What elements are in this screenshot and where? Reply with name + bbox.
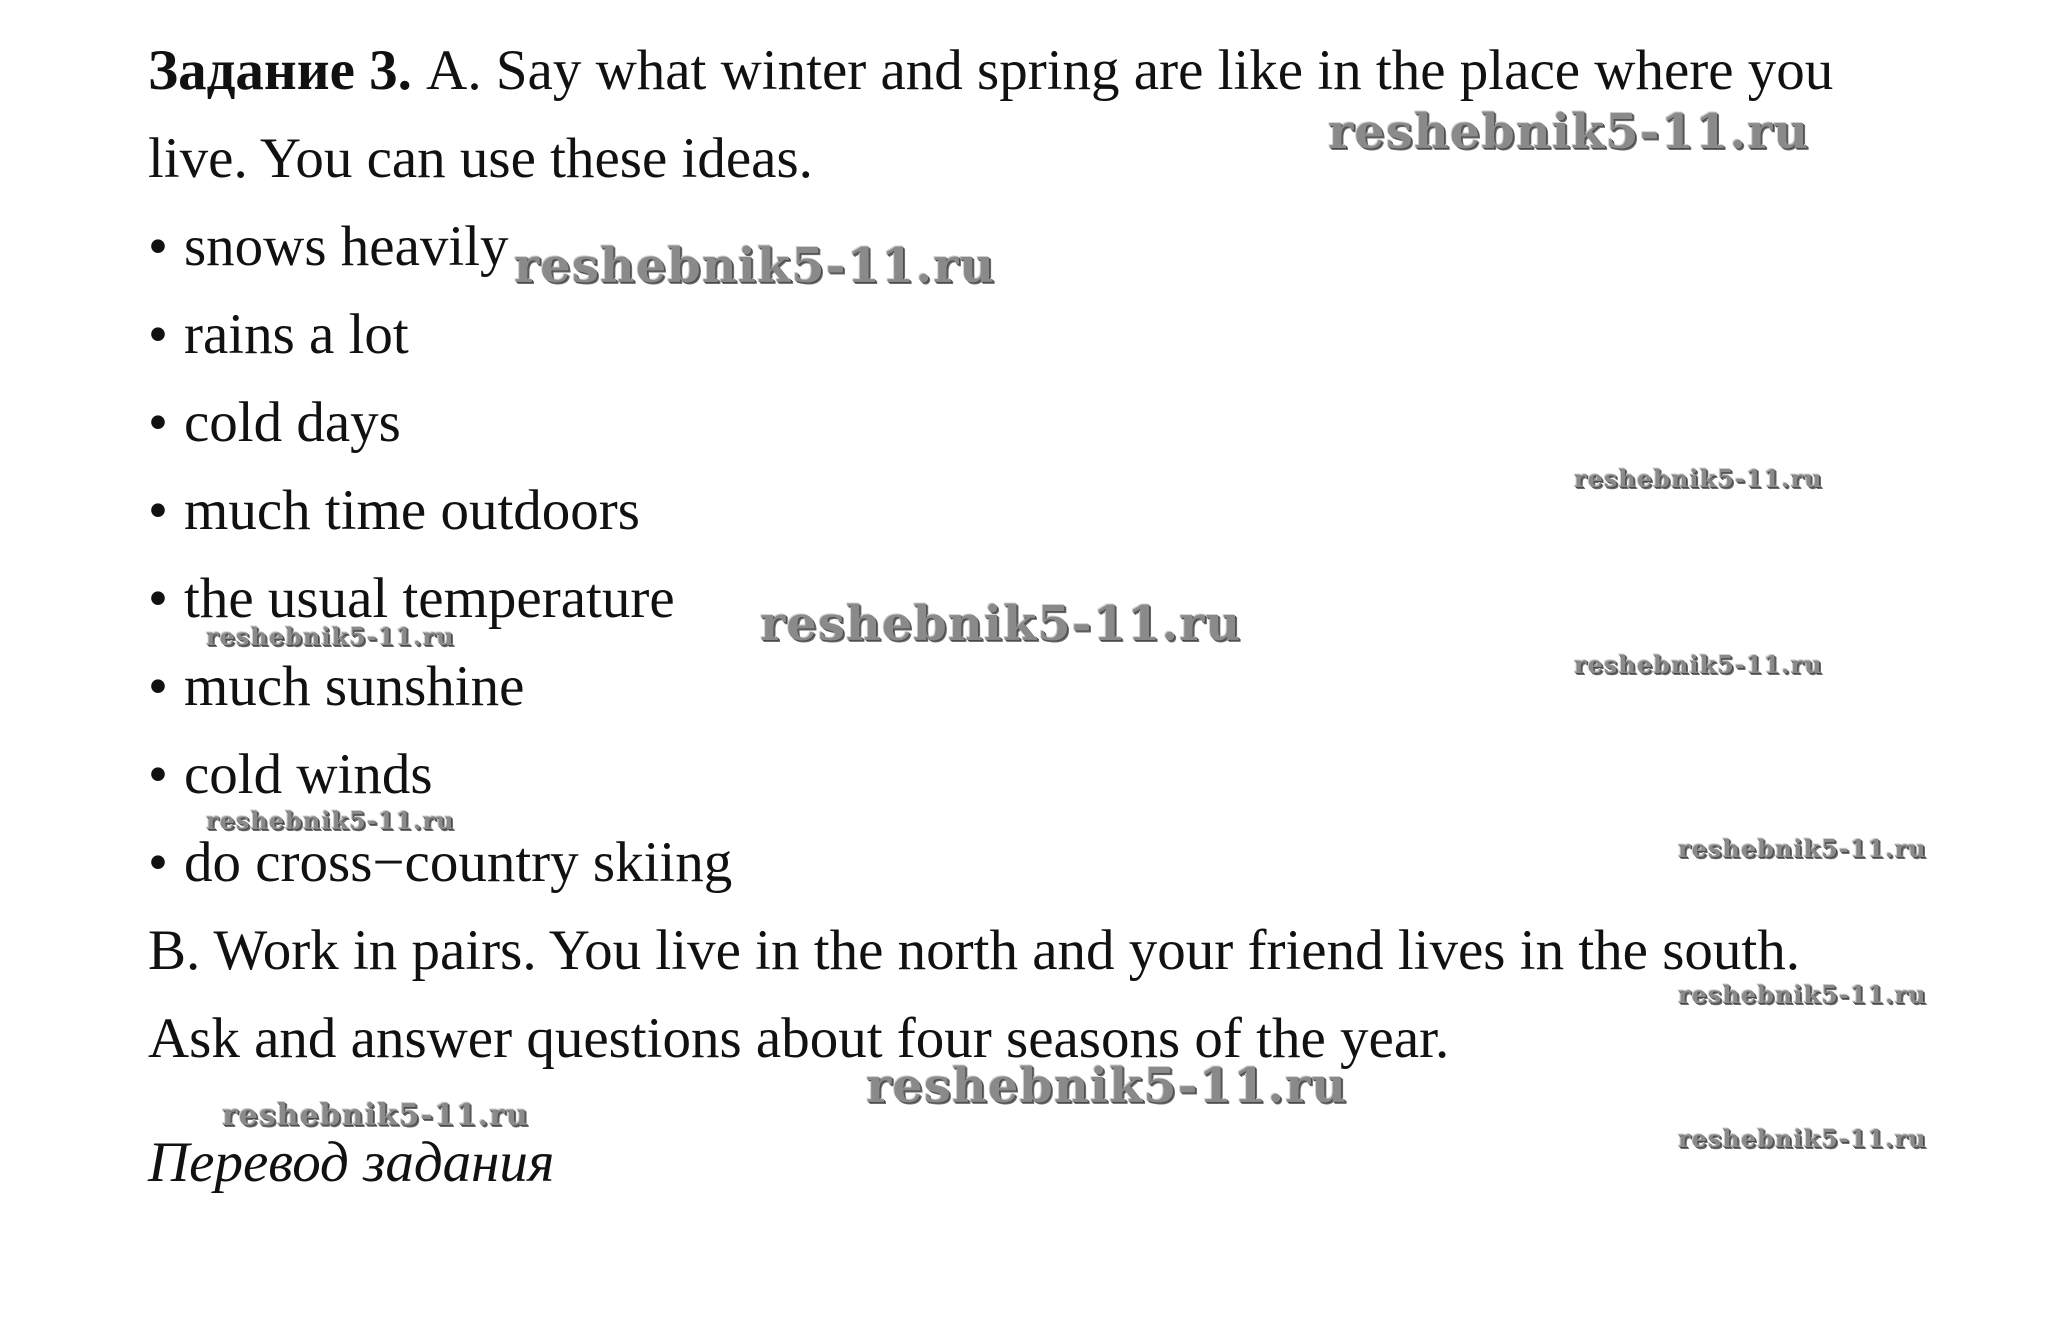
idea-text: the usual temperature (184, 567, 675, 630)
watermark: reshebnik5-11.ru (514, 238, 996, 294)
bullet-marker: • (148, 567, 168, 630)
part-b-continuation: Ask and answer questions about four seasons of the year. (148, 1007, 1450, 1070)
idea-text: much sunshine (184, 655, 525, 718)
idea-list-item (148, 212, 509, 282)
idea-text: snows heavily (184, 215, 509, 278)
idea-text: cold days (184, 391, 401, 454)
task-part-a-instruction: A. Say what winter and spring are like in the place where you (411, 39, 1834, 102)
bullet-marker: • (148, 215, 168, 278)
watermark: reshebnik5-11.ru (1678, 1124, 1927, 1153)
watermark: reshebnik5-11.ru (760, 596, 1242, 652)
bullet-marker: • (148, 743, 168, 806)
watermark: reshebnik5-11.ru (1678, 980, 1927, 1009)
watermark: reshebnik5-11.ru (1574, 650, 1823, 679)
task-heading-line (148, 36, 1833, 106)
translation-heading: Перевод задания (148, 1131, 555, 1194)
bullet-marker: • (148, 479, 168, 542)
bullet-marker: • (148, 831, 168, 894)
idea-list-item (148, 300, 409, 370)
idea-text: rains a lot (184, 303, 409, 366)
watermark: reshebnik5-11.ru (206, 806, 455, 835)
idea-list-item (148, 828, 732, 898)
idea-list-item (148, 476, 640, 546)
idea-list-item (148, 652, 524, 722)
idea-list-item (148, 740, 433, 810)
watermark: reshebnik5-11.ru (866, 1058, 1348, 1114)
watermark: reshebnik5-11.ru (222, 1098, 529, 1133)
watermark: reshebnik5-11.ru (206, 622, 455, 651)
watermark: reshebnik5-11.ru (1574, 464, 1823, 493)
idea-text: do cross−country skiing (184, 831, 733, 894)
task-part-a-continuation: live. You can use these ideas. (148, 127, 813, 190)
bullet-marker: • (148, 303, 168, 366)
watermark: reshebnik5-11.ru (1328, 104, 1810, 160)
task-number-label: Задание 3. (148, 39, 412, 102)
idea-list-item (148, 388, 401, 458)
idea-text: much time outdoors (184, 479, 640, 542)
idea-text: cold winds (184, 743, 433, 806)
part-b-instruction: B. Work in pairs. You live in the north and your friend lives in the south. (148, 919, 1800, 982)
watermark: reshebnik5-11.ru (1678, 834, 1927, 863)
bullet-marker: • (148, 391, 168, 454)
bullet-marker: • (148, 655, 168, 718)
